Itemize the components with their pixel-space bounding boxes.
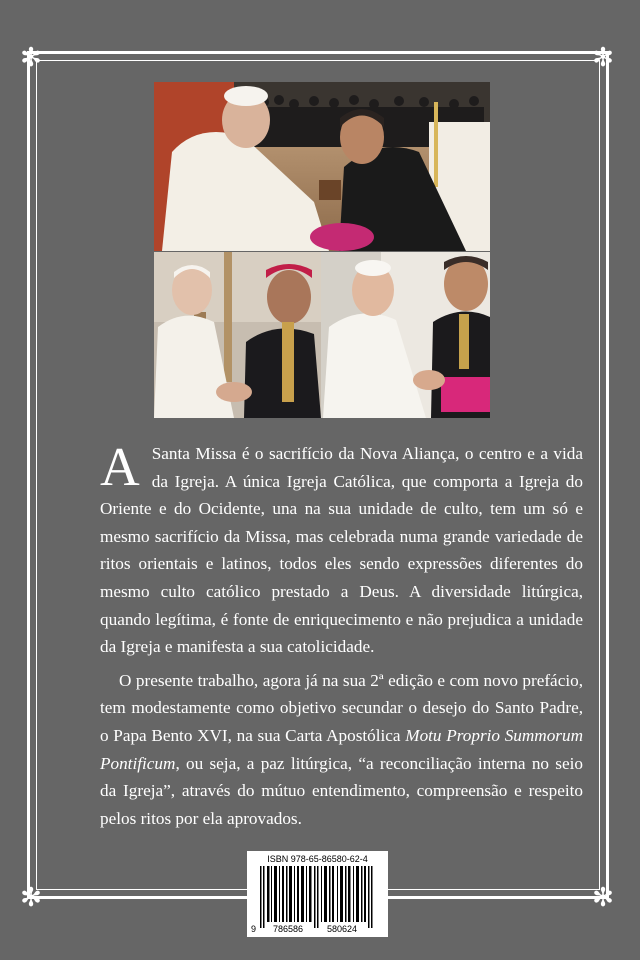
paragraph-1 <box>100 436 583 661</box>
dropcap-letter: A <box>100 436 140 497</box>
isbn-digit-group-2: 580624 <box>327 924 358 934</box>
photo-pope-greeting-priest <box>154 82 490 251</box>
back-cover-text <box>100 436 583 832</box>
isbn-digit-group-1: 786586 <box>273 924 304 934</box>
corner-ornament-bottom-right-icon: ✻ <box>592 883 614 913</box>
isbn-barcode <box>247 851 388 937</box>
photo-pope-benedict-greeting <box>154 252 321 418</box>
photo-pope-francis-greeting <box>321 252 490 418</box>
paragraph-1-text: Santa Missa é o sacrifício da Nova Aliança, o centro e a vida da Igreja. A única Igreja Católica, que comporta a Igreja do Oriente e do Ocidente, una na sua unidade de culto, tem um só e mesmo sacrifício da Missa, mas celebrada numa grande variedade de ritos orientais e latinos, todos eles sendo expressões diferentes do mesmo culto católico prestado a Deus. A diversidade litúrgica, quando legítima, é fonte de enriquecimento e não prejudica a unidade da Igreja e manifesta a sua catolicidade. <box>100 444 583 657</box>
paragraph-2-italic-title: Motu Proprio Summorum Pontificum <box>100 725 583 773</box>
barcode-bars <box>254 866 381 928</box>
paragraph-2-text-end: , ou seja, a paz litúrgica, “a reconciliação interna no seio da Igreja”, através do mútuo entendimento, compreensão e respeito pelos ritos por ela aprovados. <box>100 753 583 828</box>
paragraph-2 <box>100 667 583 833</box>
corner-ornament-top-left-icon: ✻ <box>20 43 42 73</box>
isbn-label: ISBN 978-65-86580-62-4 <box>267 854 368 864</box>
corner-ornament-bottom-left-icon: ✻ <box>20 883 42 913</box>
paragraph-2-text-start: O presente trabalho, agora já na sua 2ª edição e com novo prefácio, tem modestamente como objetivo secundar o desejo do Santo Padre, o Papa Bento XVI, na sua Carta Apostólica <box>100 670 583 745</box>
isbn-digit-first: 9 <box>251 924 257 934</box>
corner-ornament-top-right-icon: ✻ <box>592 43 614 73</box>
